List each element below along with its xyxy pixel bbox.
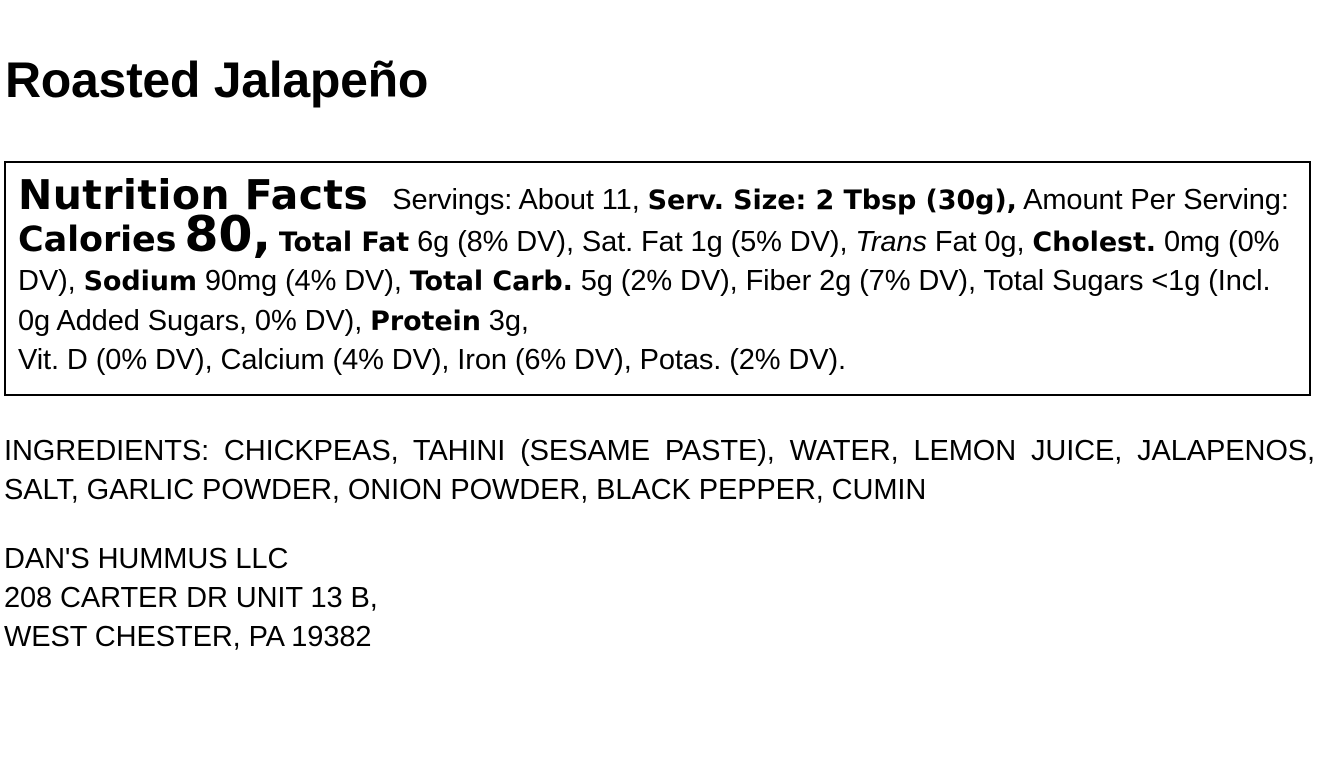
cholesterol-value: 0mg (0% DV), <box>18 225 1280 297</box>
total-fat-value: 6g (8% DV), Sat. Fat 1g (5% DV), <box>417 225 848 258</box>
protein-value: 3g, <box>488 304 529 337</box>
protein-label: Protein <box>370 305 481 337</box>
address-line-1: 208 CARTER DR UNIT 13 B, <box>4 582 378 614</box>
sodium-label: Sodium <box>83 266 197 297</box>
servings-text: Servings: About 11, <box>392 184 640 216</box>
nutrition-facts-panel <box>4 161 1311 396</box>
ingredients-list: INGREDIENTS: CHICKPEAS, TAHINI (SESAME PASTE), WATER, LEMON JUICE, JALAPENOS, SALT, GARLIC POWDER, ONION POWDER, BLACK PEPPER, CUMIN <box>4 435 1315 506</box>
nutrition-facts-text <box>18 171 1301 380</box>
micronutrients-text: Vit. D (0% DV), Calcium (4% DV), Iron (6% DV), Potas. (2% DV). <box>18 344 847 376</box>
calories-label: Calories <box>18 219 177 260</box>
serving-size-text: Serv. Size: 2 Tbsp (30g), <box>647 185 1017 216</box>
trans-label: Trans <box>855 225 927 258</box>
amount-per-serving-text: Amount Per Serving: <box>1023 184 1289 216</box>
total-carb-label: Total Carb. <box>409 266 573 297</box>
address-line-2: WEST CHESTER, PA 19382 <box>4 621 372 653</box>
total-fat-label: Total Fat <box>278 226 410 258</box>
manufacturer-address <box>4 540 378 657</box>
nutrition-facts-heading: Nutrition Facts <box>18 171 369 219</box>
calories-value: 80, <box>184 205 271 263</box>
product-title: Roasted Jalapeño <box>5 52 429 108</box>
total-carb-value: 5g (2% DV), Fiber 2g (7% DV), Total Sugars <1g (Incl. 0g Added Sugars, 0% DV), <box>18 265 1271 337</box>
sodium-value: 90mg (4% DV), <box>204 265 402 297</box>
cholesterol-label: Cholest. <box>1032 226 1156 258</box>
trans-fat-value: Fat 0g, <box>934 225 1025 258</box>
manufacturer-name: DAN'S HUMMUS LLC <box>4 543 289 575</box>
